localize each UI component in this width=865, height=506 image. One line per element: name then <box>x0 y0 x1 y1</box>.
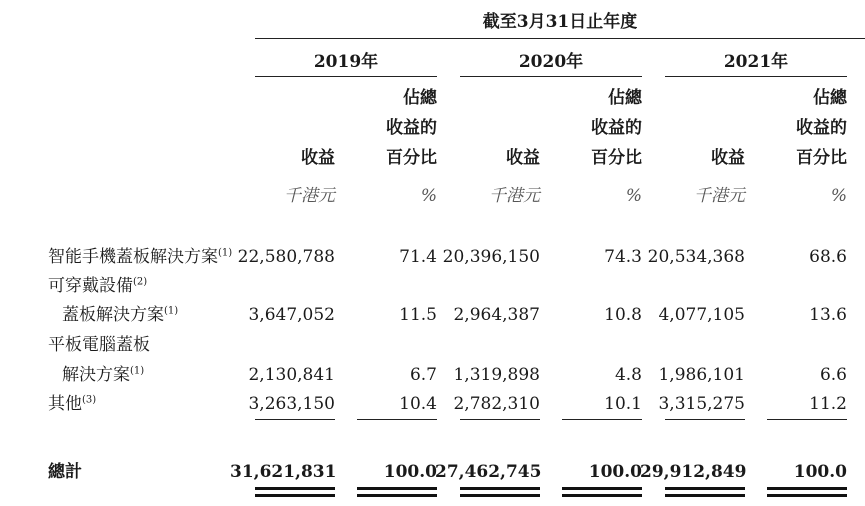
total-value: 100.0 <box>588 462 642 482</box>
double-rule <box>357 487 437 490</box>
total-value: 100.0 <box>383 462 437 482</box>
col-pct-line2-2020: 收益的 <box>591 118 642 138</box>
cell-value: 2,964,387 <box>453 305 540 325</box>
total-value: 29,912,849 <box>640 462 747 482</box>
cell-value: 22,580,788 <box>237 247 335 267</box>
unit-revenue-2021: 千港元 <box>694 186 745 206</box>
row-label: 智能手機蓋板解決方案$^{(1)}$ <box>48 247 233 267</box>
col-pct-line2-2021: 收益的 <box>796 118 847 138</box>
cell-value: 1,319,898 <box>453 365 540 385</box>
year-2020: 2020年 <box>518 52 584 72</box>
double-rule <box>562 494 642 497</box>
subtotal-rule <box>357 419 437 420</box>
total-value: 100.0 <box>793 462 847 482</box>
cell-value: 20,534,368 <box>647 247 745 267</box>
subtotal-rule <box>665 419 745 420</box>
cell-value: 6.6 <box>819 365 847 385</box>
unit-revenue-2019: 千港元 <box>284 186 335 206</box>
total-value: 31,621,831 <box>230 462 337 482</box>
row-label: 其他$^{(3)}$ <box>48 394 97 414</box>
year-2020-rule <box>460 76 642 77</box>
double-rule <box>665 487 745 490</box>
cell-value: 71.4 <box>399 247 437 267</box>
year-2019-rule <box>255 76 437 77</box>
col-revenue-2019: 收益 <box>301 148 335 168</box>
cell-value: 1,986,101 <box>658 365 745 385</box>
cell-value: 2,130,841 <box>248 365 335 385</box>
double-rule <box>767 494 847 497</box>
double-rule <box>255 494 335 497</box>
cell-value: 74.3 <box>604 247 642 267</box>
double-rule <box>767 487 847 490</box>
col-pct-line3-2021: 百分比 <box>796 148 847 168</box>
cell-value: 10.1 <box>604 394 642 414</box>
subtotal-rule <box>460 419 540 420</box>
cell-value: 10.4 <box>399 394 437 414</box>
row-label-line1: 可穿戴設備$^{(2)}$ <box>48 276 148 296</box>
double-rule <box>665 494 745 497</box>
cell-value: 3,263,150 <box>248 394 335 414</box>
year-2021: 2021年 <box>723 52 789 72</box>
col-revenue-2021: 收益 <box>711 148 745 168</box>
cell-value: 4,077,105 <box>658 305 745 325</box>
subtotal-rule <box>255 419 335 420</box>
cell-value: 6.7 <box>409 365 437 385</box>
double-rule <box>357 494 437 497</box>
cell-value: 10.8 <box>604 305 642 325</box>
row-label: 解決方案$^{(1)}$ <box>62 365 145 385</box>
cell-value: 13.6 <box>809 305 847 325</box>
unit-pct-2021: % <box>830 186 847 206</box>
cell-value: 2,782,310 <box>453 394 540 414</box>
cell-value: 11.5 <box>399 305 437 325</box>
period-header: 截至3月31日止年度 <box>482 12 638 32</box>
double-rule <box>460 494 540 497</box>
cell-value: 68.6 <box>809 247 847 267</box>
cell-value: 4.8 <box>614 365 642 385</box>
total-value: 27,462,745 <box>435 462 542 482</box>
col-pct-line1-2019: 佔總 <box>403 88 437 108</box>
year-2021-rule <box>665 76 847 77</box>
double-rule <box>460 487 540 490</box>
subtotal-rule <box>767 419 847 420</box>
col-pct-line3-2019: 百分比 <box>386 148 437 168</box>
unit-revenue-2020: 千港元 <box>489 186 540 206</box>
double-rule <box>255 487 335 490</box>
unit-pct-2020: % <box>625 186 642 206</box>
col-pct-line2-2019: 收益的 <box>386 118 437 138</box>
row-label: 蓋板解決方案$^{(1)}$ <box>62 305 179 325</box>
col-pct-line3-2020: 百分比 <box>591 148 642 168</box>
col-pct-line1-2020: 佔總 <box>608 88 642 108</box>
unit-pct-2019: % <box>420 186 437 206</box>
cell-value: 11.2 <box>809 394 847 414</box>
row-label-line1: 平板電腦蓋板 <box>48 335 150 355</box>
cell-value: 20,396,150 <box>442 247 540 267</box>
period-header-rule <box>255 38 865 39</box>
subtotal-rule <box>562 419 642 420</box>
col-pct-line1-2021: 佔總 <box>813 88 847 108</box>
double-rule <box>562 487 642 490</box>
cell-value: 3,647,052 <box>248 305 335 325</box>
year-2019: 2019年 <box>313 52 379 72</box>
cell-value: 3,315,275 <box>658 394 745 414</box>
total-label: 總計 <box>48 462 82 482</box>
col-revenue-2020: 收益 <box>506 148 540 168</box>
